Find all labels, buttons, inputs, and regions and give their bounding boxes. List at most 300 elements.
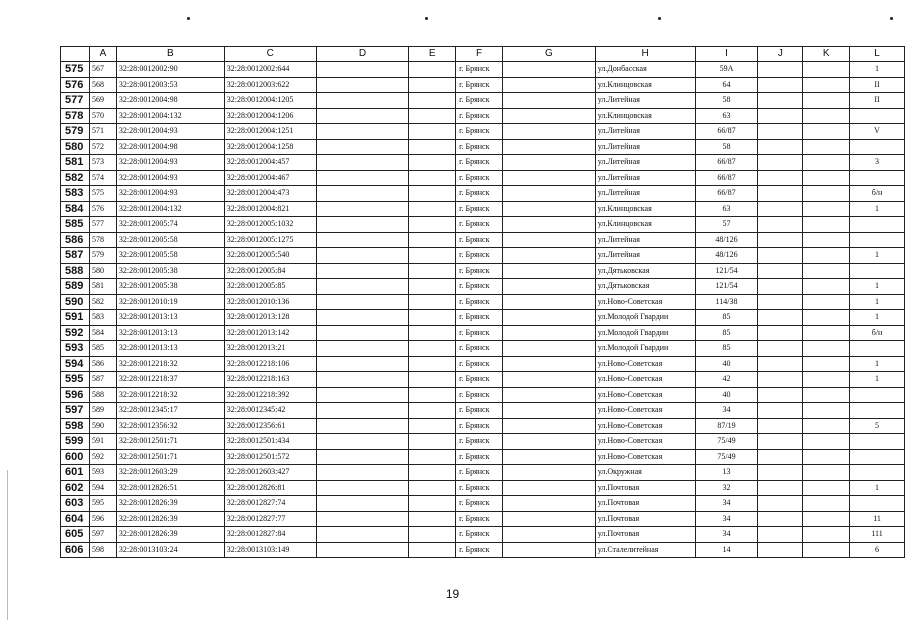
cell-a[interactable]: 567 — [89, 62, 116, 78]
cell-j[interactable] — [758, 387, 803, 403]
cell-d[interactable] — [316, 403, 409, 419]
cell-j[interactable] — [758, 434, 803, 450]
cell-f[interactable]: г. Брянск — [456, 511, 503, 527]
cell-b[interactable]: 32:28:0012218:32 — [116, 387, 224, 403]
cell-k[interactable] — [803, 480, 850, 496]
cell-h[interactable]: ул.Клинцовская — [595, 108, 695, 124]
cell-e[interactable] — [409, 139, 456, 155]
cell-j[interactable] — [758, 542, 803, 558]
cell-l[interactable] — [850, 217, 905, 233]
cell-b[interactable]: 32:28:0012004:98 — [116, 139, 224, 155]
row-number[interactable]: 579 — [61, 124, 90, 140]
cell-b[interactable]: 32:28:0012004:93 — [116, 186, 224, 202]
cell-e[interactable] — [409, 232, 456, 248]
cell-d[interactable] — [316, 310, 409, 326]
cell-k[interactable] — [803, 387, 850, 403]
cell-h[interactable]: ул.Литейная — [595, 248, 695, 264]
cell-c[interactable]: 32:28:0012345:42 — [224, 403, 316, 419]
cell-j[interactable] — [758, 279, 803, 295]
cell-h[interactable]: ул.Клинцовская — [595, 77, 695, 93]
row-number[interactable]: 582 — [61, 170, 90, 186]
cell-j[interactable] — [758, 294, 803, 310]
cell-a[interactable]: 596 — [89, 511, 116, 527]
cell-j[interactable] — [758, 155, 803, 171]
cell-e[interactable] — [409, 372, 456, 388]
cell-b[interactable]: 32:28:0012005:38 — [116, 263, 224, 279]
cell-a[interactable]: 570 — [89, 108, 116, 124]
cell-k[interactable] — [803, 170, 850, 186]
cell-a[interactable]: 588 — [89, 387, 116, 403]
row-number[interactable]: 586 — [61, 232, 90, 248]
cell-f[interactable]: г. Брянск — [456, 480, 503, 496]
cell-b[interactable]: 32:28:0012005:74 — [116, 217, 224, 233]
cell-i[interactable]: 34 — [695, 496, 758, 512]
cell-a[interactable]: 576 — [89, 201, 116, 217]
cell-j[interactable] — [758, 480, 803, 496]
cell-a[interactable]: 589 — [89, 403, 116, 419]
cell-k[interactable] — [803, 232, 850, 248]
cell-e[interactable] — [409, 170, 456, 186]
cell-b[interactable]: 32:28:0012010:19 — [116, 294, 224, 310]
cell-f[interactable]: г. Брянск — [456, 527, 503, 543]
cell-f[interactable]: г. Брянск — [456, 155, 503, 171]
cell-b[interactable]: 32:28:0013103:24 — [116, 542, 224, 558]
cell-d[interactable] — [316, 465, 409, 481]
row-number[interactable]: 575 — [61, 62, 90, 78]
cell-c[interactable]: 32:28:0012218:163 — [224, 372, 316, 388]
cell-j[interactable] — [758, 77, 803, 93]
cell-i[interactable]: 14 — [695, 542, 758, 558]
column-header-a[interactable]: A — [89, 47, 116, 62]
cell-e[interactable] — [409, 341, 456, 357]
row-number[interactable]: 598 — [61, 418, 90, 434]
cell-d[interactable] — [316, 542, 409, 558]
cell-h[interactable]: ул.Литейная — [595, 139, 695, 155]
cell-e[interactable] — [409, 186, 456, 202]
cell-a[interactable]: 590 — [89, 418, 116, 434]
row-number[interactable]: 584 — [61, 201, 90, 217]
cell-b[interactable]: 32:28:0012013:13 — [116, 310, 224, 326]
cell-e[interactable] — [409, 527, 456, 543]
cell-l[interactable] — [850, 108, 905, 124]
cell-h[interactable]: ул.Молодой Гвардии — [595, 310, 695, 326]
cell-e[interactable] — [409, 248, 456, 264]
cell-b[interactable]: 32:28:0012003:53 — [116, 77, 224, 93]
cell-d[interactable] — [316, 263, 409, 279]
cell-d[interactable] — [316, 372, 409, 388]
cell-h[interactable]: ул.Молодой Гвардии — [595, 341, 695, 357]
cell-e[interactable] — [409, 496, 456, 512]
cell-k[interactable] — [803, 108, 850, 124]
cell-l[interactable]: 1 — [850, 356, 905, 372]
cell-k[interactable] — [803, 341, 850, 357]
cell-d[interactable] — [316, 201, 409, 217]
row-number[interactable]: 599 — [61, 434, 90, 450]
cell-g[interactable] — [503, 387, 596, 403]
cell-c[interactable]: 32:28:0012827:84 — [224, 527, 316, 543]
cell-g[interactable] — [503, 527, 596, 543]
column-header-j[interactable]: J — [758, 47, 803, 62]
cell-b[interactable]: 32:28:0012826:39 — [116, 527, 224, 543]
cell-g[interactable] — [503, 310, 596, 326]
cell-a[interactable]: 578 — [89, 232, 116, 248]
cell-f[interactable]: г. Брянск — [456, 403, 503, 419]
cell-f[interactable]: г. Брянск — [456, 310, 503, 326]
column-header-g[interactable]: G — [503, 47, 596, 62]
cell-a[interactable]: 568 — [89, 77, 116, 93]
cell-f[interactable]: г. Брянск — [456, 294, 503, 310]
cell-b[interactable]: 32:28:0012356:32 — [116, 418, 224, 434]
row-number[interactable]: 591 — [61, 310, 90, 326]
row-number[interactable]: 600 — [61, 449, 90, 465]
cell-a[interactable]: 585 — [89, 341, 116, 357]
cell-l[interactable] — [850, 434, 905, 450]
cell-k[interactable] — [803, 62, 850, 78]
cell-l[interactable] — [850, 139, 905, 155]
cell-i[interactable]: 114/38 — [695, 294, 758, 310]
cell-k[interactable] — [803, 139, 850, 155]
row-number[interactable]: 587 — [61, 248, 90, 264]
cell-f[interactable]: г. Брянск — [456, 263, 503, 279]
cell-c[interactable]: 32:28:0012356:61 — [224, 418, 316, 434]
cell-f[interactable]: г. Брянск — [456, 341, 503, 357]
cell-g[interactable] — [503, 325, 596, 341]
cell-g[interactable] — [503, 511, 596, 527]
cell-e[interactable] — [409, 124, 456, 140]
cell-f[interactable]: г. Брянск — [456, 248, 503, 264]
row-number[interactable]: 606 — [61, 542, 90, 558]
cell-g[interactable] — [503, 248, 596, 264]
cell-b[interactable]: 32:28:0012501:71 — [116, 434, 224, 450]
cell-j[interactable] — [758, 325, 803, 341]
cell-l[interactable] — [850, 170, 905, 186]
cell-l[interactable]: II — [850, 93, 905, 109]
row-number[interactable]: 592 — [61, 325, 90, 341]
cell-g[interactable] — [503, 403, 596, 419]
column-header-e[interactable]: E — [409, 47, 456, 62]
cell-g[interactable] — [503, 124, 596, 140]
cell-i[interactable]: 66/87 — [695, 186, 758, 202]
cell-l[interactable]: II — [850, 77, 905, 93]
cell-f[interactable]: г. Брянск — [456, 77, 503, 93]
cell-a[interactable]: 586 — [89, 356, 116, 372]
cell-c[interactable]: 32:28:0012501:572 — [224, 449, 316, 465]
cell-j[interactable] — [758, 201, 803, 217]
cell-b[interactable]: 32:28:0012826:51 — [116, 480, 224, 496]
cell-j[interactable] — [758, 527, 803, 543]
cell-f[interactable]: г. Брянск — [456, 124, 503, 140]
cell-c[interactable]: 32:28:0012004:467 — [224, 170, 316, 186]
cell-h[interactable]: ул.Литейная — [595, 93, 695, 109]
cell-l[interactable] — [850, 341, 905, 357]
cell-h[interactable]: ул.Молодой Гвардии — [595, 325, 695, 341]
cell-f[interactable]: г. Брянск — [456, 449, 503, 465]
cell-c[interactable]: 32:28:0012010:136 — [224, 294, 316, 310]
row-number[interactable]: 593 — [61, 341, 90, 357]
cell-g[interactable] — [503, 62, 596, 78]
cell-h[interactable]: ул.Дятьковская — [595, 279, 695, 295]
cell-e[interactable] — [409, 155, 456, 171]
cell-l[interactable]: 1 — [850, 294, 905, 310]
cell-b[interactable]: 32:28:0012004:93 — [116, 124, 224, 140]
cell-f[interactable]: г. Брянск — [456, 217, 503, 233]
cell-j[interactable] — [758, 232, 803, 248]
cell-e[interactable] — [409, 93, 456, 109]
cell-l[interactable]: 6 — [850, 542, 905, 558]
cell-a[interactable]: 587 — [89, 372, 116, 388]
cell-f[interactable]: г. Брянск — [456, 325, 503, 341]
cell-d[interactable] — [316, 496, 409, 512]
cell-a[interactable]: 583 — [89, 310, 116, 326]
row-number[interactable]: 589 — [61, 279, 90, 295]
cell-d[interactable] — [316, 170, 409, 186]
cell-i[interactable]: 66/87 — [695, 124, 758, 140]
cell-h[interactable]: ул.Почтовая — [595, 527, 695, 543]
cell-l[interactable] — [850, 496, 905, 512]
cell-k[interactable] — [803, 279, 850, 295]
cell-i[interactable]: 66/87 — [695, 170, 758, 186]
cell-a[interactable]: 571 — [89, 124, 116, 140]
cell-d[interactable] — [316, 294, 409, 310]
cell-g[interactable] — [503, 170, 596, 186]
cell-h[interactable]: ул.Ново-Советская — [595, 356, 695, 372]
row-number[interactable]: 603 — [61, 496, 90, 512]
cell-i[interactable]: 42 — [695, 372, 758, 388]
cell-h[interactable]: ул.Литейная — [595, 124, 695, 140]
cell-k[interactable] — [803, 155, 850, 171]
cell-j[interactable] — [758, 263, 803, 279]
cell-l[interactable]: 3 — [850, 155, 905, 171]
cell-e[interactable] — [409, 434, 456, 450]
cell-j[interactable] — [758, 372, 803, 388]
cell-i[interactable]: 48/126 — [695, 248, 758, 264]
cell-c[interactable]: 32:28:0012005:1032 — [224, 217, 316, 233]
cell-l[interactable]: V — [850, 124, 905, 140]
cell-f[interactable]: г. Брянск — [456, 170, 503, 186]
cell-j[interactable] — [758, 108, 803, 124]
cell-l[interactable] — [850, 449, 905, 465]
cell-d[interactable] — [316, 77, 409, 93]
cell-c[interactable]: 32:28:0012218:392 — [224, 387, 316, 403]
cell-e[interactable] — [409, 310, 456, 326]
row-number[interactable]: 605 — [61, 527, 90, 543]
cell-g[interactable] — [503, 372, 596, 388]
cell-h[interactable]: ул.Ново-Советская — [595, 434, 695, 450]
cell-e[interactable] — [409, 403, 456, 419]
row-number[interactable]: 588 — [61, 263, 90, 279]
cell-c[interactable]: 32:28:0012004:1251 — [224, 124, 316, 140]
cell-c[interactable]: 32:28:0012005:84 — [224, 263, 316, 279]
cell-i[interactable]: 58 — [695, 139, 758, 155]
cell-f[interactable]: г. Брянск — [456, 186, 503, 202]
cell-g[interactable] — [503, 108, 596, 124]
cell-c[interactable]: 32:28:0013103:149 — [224, 542, 316, 558]
cell-i[interactable]: 32 — [695, 480, 758, 496]
cell-j[interactable] — [758, 124, 803, 140]
cell-a[interactable]: 592 — [89, 449, 116, 465]
corner-header[interactable] — [61, 47, 90, 62]
column-header-h[interactable]: H — [595, 47, 695, 62]
row-number[interactable]: 583 — [61, 186, 90, 202]
cell-k[interactable] — [803, 418, 850, 434]
cell-f[interactable]: г. Брянск — [456, 232, 503, 248]
cell-c[interactable]: 32:28:0012013:21 — [224, 341, 316, 357]
row-number[interactable]: 576 — [61, 77, 90, 93]
cell-h[interactable]: ул.Ново-Советская — [595, 403, 695, 419]
cell-i[interactable]: 59А — [695, 62, 758, 78]
cell-k[interactable] — [803, 496, 850, 512]
cell-a[interactable]: 582 — [89, 294, 116, 310]
cell-l[interactable]: 111 — [850, 527, 905, 543]
cell-a[interactable]: 597 — [89, 527, 116, 543]
cell-d[interactable] — [316, 387, 409, 403]
cell-c[interactable]: 32:28:0012827:74 — [224, 496, 316, 512]
cell-i[interactable]: 13 — [695, 465, 758, 481]
cell-e[interactable] — [409, 387, 456, 403]
cell-g[interactable] — [503, 418, 596, 434]
cell-k[interactable] — [803, 449, 850, 465]
cell-a[interactable]: 574 — [89, 170, 116, 186]
cell-c[interactable]: 32:28:0012005:540 — [224, 248, 316, 264]
cell-b[interactable]: 32:28:0012013:13 — [116, 325, 224, 341]
cell-i[interactable]: 85 — [695, 310, 758, 326]
cell-a[interactable]: 598 — [89, 542, 116, 558]
cell-c[interactable]: 32:28:0012004:1205 — [224, 93, 316, 109]
cell-k[interactable] — [803, 542, 850, 558]
cell-g[interactable] — [503, 480, 596, 496]
cell-c[interactable]: 32:28:0012002:644 — [224, 62, 316, 78]
cell-e[interactable] — [409, 217, 456, 233]
cell-b[interactable]: 32:28:0012004:98 — [116, 93, 224, 109]
cell-g[interactable] — [503, 279, 596, 295]
cell-h[interactable]: ул.Литейная — [595, 232, 695, 248]
cell-d[interactable] — [316, 418, 409, 434]
cell-d[interactable] — [316, 93, 409, 109]
cell-j[interactable] — [758, 248, 803, 264]
cell-h[interactable]: ул.Клинцовская — [595, 217, 695, 233]
cell-c[interactable]: 32:28:0012013:128 — [224, 310, 316, 326]
cell-i[interactable]: 34 — [695, 527, 758, 543]
cell-f[interactable]: г. Брянск — [456, 465, 503, 481]
cell-d[interactable] — [316, 511, 409, 527]
row-number[interactable]: 578 — [61, 108, 90, 124]
cell-i[interactable]: 85 — [695, 341, 758, 357]
cell-b[interactable]: 32:28:0012501:71 — [116, 449, 224, 465]
cell-c[interactable]: 32:28:0012004:821 — [224, 201, 316, 217]
column-header-i[interactable]: I — [695, 47, 758, 62]
cell-f[interactable]: г. Брянск — [456, 418, 503, 434]
cell-k[interactable] — [803, 93, 850, 109]
cell-i[interactable]: 85 — [695, 325, 758, 341]
cell-k[interactable] — [803, 217, 850, 233]
cell-h[interactable]: ул.Литейная — [595, 155, 695, 171]
cell-d[interactable] — [316, 341, 409, 357]
cell-e[interactable] — [409, 465, 456, 481]
cell-g[interactable] — [503, 542, 596, 558]
cell-d[interactable] — [316, 279, 409, 295]
cell-b[interactable]: 32:28:0012002:90 — [116, 62, 224, 78]
cell-k[interactable] — [803, 310, 850, 326]
cell-a[interactable]: 579 — [89, 248, 116, 264]
cell-j[interactable] — [758, 511, 803, 527]
cell-a[interactable]: 595 — [89, 496, 116, 512]
cell-e[interactable] — [409, 201, 456, 217]
cell-e[interactable] — [409, 263, 456, 279]
row-number[interactable]: 594 — [61, 356, 90, 372]
cell-k[interactable] — [803, 124, 850, 140]
cell-g[interactable] — [503, 186, 596, 202]
cell-j[interactable] — [758, 170, 803, 186]
cell-k[interactable] — [803, 77, 850, 93]
cell-l[interactable]: 1 — [850, 480, 905, 496]
cell-f[interactable]: г. Брянск — [456, 356, 503, 372]
cell-d[interactable] — [316, 325, 409, 341]
cell-a[interactable]: 581 — [89, 279, 116, 295]
cell-e[interactable] — [409, 108, 456, 124]
cell-h[interactable]: ул.Ново-Советская — [595, 294, 695, 310]
cell-b[interactable]: 32:28:0012218:32 — [116, 356, 224, 372]
row-number[interactable]: 597 — [61, 403, 90, 419]
cell-f[interactable]: г. Брянск — [456, 201, 503, 217]
cell-f[interactable]: г. Брянск — [456, 387, 503, 403]
cell-i[interactable]: 66/87 — [695, 155, 758, 171]
row-number[interactable]: 595 — [61, 372, 90, 388]
row-number[interactable]: 577 — [61, 93, 90, 109]
cell-g[interactable] — [503, 77, 596, 93]
cell-g[interactable] — [503, 263, 596, 279]
column-header-f[interactable]: F — [456, 47, 503, 62]
cell-l[interactable]: б/н — [850, 186, 905, 202]
cell-c[interactable]: 32:28:0012005:85 — [224, 279, 316, 295]
cell-l[interactable] — [850, 232, 905, 248]
cell-f[interactable]: г. Брянск — [456, 279, 503, 295]
row-number[interactable]: 580 — [61, 139, 90, 155]
column-header-b[interactable]: B — [116, 47, 224, 62]
cell-j[interactable] — [758, 403, 803, 419]
cell-j[interactable] — [758, 449, 803, 465]
cell-f[interactable]: г. Брянск — [456, 542, 503, 558]
cell-d[interactable] — [316, 108, 409, 124]
cell-c[interactable]: 32:28:0012004:1206 — [224, 108, 316, 124]
cell-g[interactable] — [503, 465, 596, 481]
cell-f[interactable]: г. Брянск — [456, 93, 503, 109]
cell-g[interactable] — [503, 139, 596, 155]
cell-k[interactable] — [803, 356, 850, 372]
cell-i[interactable]: 75/49 — [695, 434, 758, 450]
cell-h[interactable]: ул.Литейная — [595, 170, 695, 186]
cell-h[interactable]: ул.Окружная — [595, 465, 695, 481]
cell-a[interactable]: 577 — [89, 217, 116, 233]
cell-j[interactable] — [758, 465, 803, 481]
cell-b[interactable]: 32:28:0012005:58 — [116, 232, 224, 248]
cell-e[interactable] — [409, 279, 456, 295]
cell-k[interactable] — [803, 527, 850, 543]
cell-c[interactable]: 32:28:0012013:142 — [224, 325, 316, 341]
cell-g[interactable] — [503, 341, 596, 357]
cell-h[interactable]: ул.Ново-Советская — [595, 372, 695, 388]
cell-f[interactable]: г. Брянск — [456, 496, 503, 512]
cell-d[interactable] — [316, 232, 409, 248]
cell-j[interactable] — [758, 217, 803, 233]
cell-l[interactable]: 1 — [850, 248, 905, 264]
cell-d[interactable] — [316, 217, 409, 233]
cell-k[interactable] — [803, 263, 850, 279]
cell-k[interactable] — [803, 186, 850, 202]
cell-i[interactable]: 40 — [695, 387, 758, 403]
cell-k[interactable] — [803, 465, 850, 481]
cell-g[interactable] — [503, 496, 596, 512]
cell-i[interactable]: 40 — [695, 356, 758, 372]
